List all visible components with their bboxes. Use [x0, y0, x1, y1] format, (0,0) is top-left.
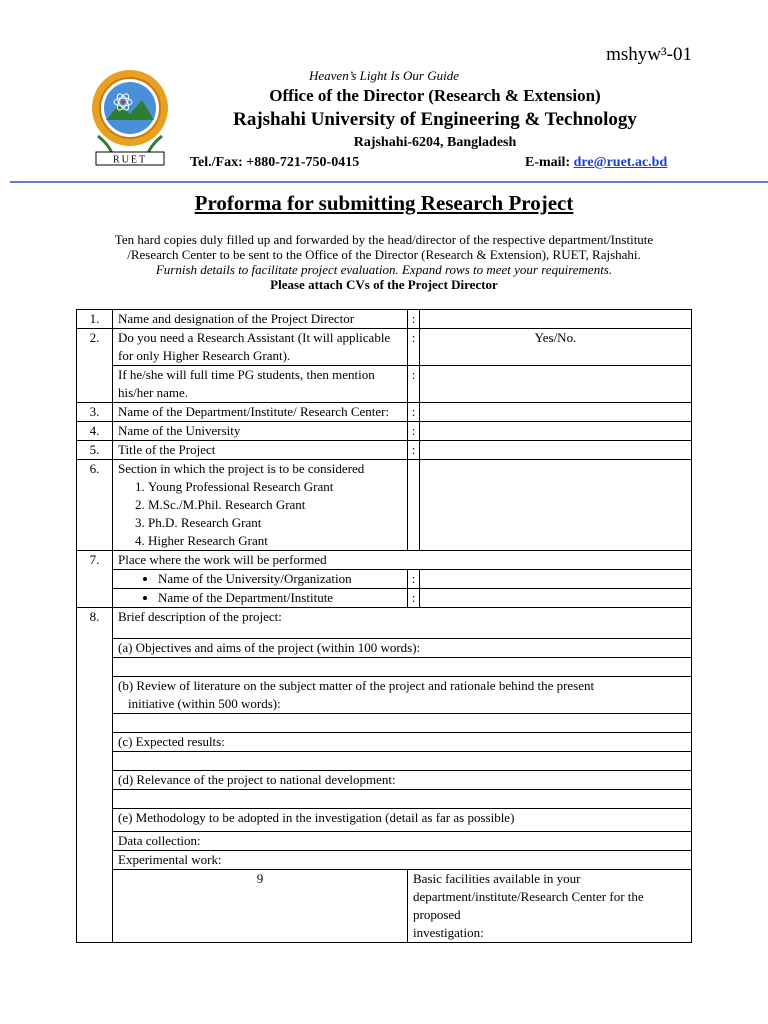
experimental-work-input[interactable]: Experimental work:: [113, 851, 692, 870]
email-line: [525, 155, 667, 171]
table-row: [77, 790, 692, 809]
table-row: [77, 832, 692, 851]
literature-review-input[interactable]: [113, 714, 692, 733]
motto: Heaven’s Light Is Our Guide: [309, 68, 459, 83]
row-number: 5.: [77, 441, 113, 460]
email-label: E-mail:: [525, 155, 574, 170]
relevance-input[interactable]: [113, 790, 692, 809]
field-label: Brief description of the project:: [113, 608, 692, 639]
field-label: Title of the Project: [113, 441, 408, 460]
intro-line-1: Ten hard copies duly filled up and forwarded by the head/director of the respective department/Institute: [114, 232, 654, 247]
research-assistant-input[interactable]: Yes/No.: [420, 329, 692, 366]
field-label: Do you need a Research Assistant (It will applicable for only Higher Research Grant).: [113, 329, 408, 366]
field-label: Name of the University: [113, 422, 408, 441]
field-label: (a) Objectives and aims of the project (within 100 words):: [113, 639, 692, 658]
field-colon: :: [408, 422, 420, 441]
grant-option: 4. Higher Research Grant: [148, 532, 402, 550]
section-label: Section in which the project is to be considered: [118, 461, 365, 476]
work-department-input[interactable]: [420, 589, 692, 608]
table-row: [77, 809, 692, 832]
intro-line-2: /Research Center to be sent to the Office of the Director (Research & Extension), RUET, Rajshahi.: [127, 247, 641, 262]
table-row: [77, 870, 692, 943]
table-row: [77, 570, 692, 589]
university-name: Rajshahi University of Engineering & Technology: [233, 109, 637, 130]
field-colon: :: [408, 570, 420, 589]
field-label: (b) Review of literature on the subject matter of the project and rationale behind the present initiative (within 500 words):: [113, 677, 692, 714]
field-colon: :: [408, 589, 420, 608]
row-number: 7.: [77, 551, 113, 608]
logo-text: RUET: [112, 154, 148, 166]
university-input[interactable]: [420, 422, 692, 441]
field-label: Name of the Department/Institute/ Research Center:: [113, 403, 408, 422]
field-colon: :: [408, 310, 420, 329]
form-code: mshyw³-01: [606, 44, 692, 65]
expected-results-input[interactable]: [113, 752, 692, 771]
field-label: Basic facilities available in your department/institute/Research Center for the proposed investigation:: [408, 870, 692, 943]
row-number: 9: [113, 870, 408, 943]
field-label: (e) Methodology to be adopted in the investigation (detail as far as possible): [113, 809, 692, 832]
row-number: 1.: [77, 310, 113, 329]
table-row: [77, 771, 692, 790]
table-row: [77, 460, 692, 551]
document-title: Proforma for submitting Research Project: [194, 191, 574, 215]
proforma-table: [76, 309, 692, 943]
grant-option: 3. Ph.D. Research Grant: [148, 514, 402, 532]
field-colon: :: [408, 441, 420, 460]
table-row: [77, 422, 692, 441]
table-row: [77, 733, 692, 752]
objectives-input[interactable]: [113, 658, 692, 677]
table-row: [77, 366, 692, 403]
table-row: [77, 329, 692, 366]
intro-line-3: Furnish details to facilitate project evaluation. Expand rows to meet your requirements.: [155, 262, 613, 277]
table-row: [77, 639, 692, 658]
table-row: [77, 752, 692, 771]
grant-options-list: [118, 478, 402, 550]
field-label: Name and designation of the Project Director: [113, 310, 408, 329]
table-row: [77, 714, 692, 733]
grant-option: 2. M.Sc./M.Phil. Research Grant: [148, 496, 402, 514]
section-input[interactable]: [420, 460, 692, 551]
address: Rajshahi-6204, Bangladesh: [353, 135, 517, 150]
director-input[interactable]: [420, 310, 692, 329]
table-row: [77, 658, 692, 677]
field-label: If he/she will full time PG students, then mention his/her name.: [113, 366, 408, 403]
field-colon: :: [408, 403, 420, 422]
field-label: (d) Relevance of the project to national development:: [113, 771, 692, 790]
table-row: [77, 551, 692, 570]
row-number: 3.: [77, 403, 113, 422]
field-colon: :: [408, 366, 420, 403]
data-collection-input[interactable]: Data collection:: [113, 832, 692, 851]
table-row: [77, 310, 692, 329]
table-row: [77, 677, 692, 714]
tel-fax: Tel./Fax: +880-721-750-0415: [190, 155, 360, 170]
department-input[interactable]: [420, 403, 692, 422]
project-title-input[interactable]: [420, 441, 692, 460]
row-number: 2.: [77, 329, 113, 403]
field-label: Place where the work will be performed: [113, 551, 692, 570]
row-number: 6.: [77, 460, 113, 551]
sub-field-label: • Name of the University/Organization: [158, 570, 402, 588]
header-divider: [10, 181, 768, 183]
table-row: [77, 403, 692, 422]
sub-field-label: • Name of the Department/Institute: [158, 589, 402, 607]
intro-line-4: Please attach CVs of the Project Director: [270, 277, 498, 292]
field-colon: :: [408, 329, 420, 366]
pg-student-name-input[interactable]: [420, 366, 692, 403]
intro-text: [0, 232, 768, 292]
organization-input[interactable]: [420, 570, 692, 589]
field-label: [113, 570, 408, 589]
field-label: (c) Expected results:: [113, 733, 692, 752]
grant-option: 1. Young Professional Research Grant: [148, 478, 402, 496]
table-row: [77, 589, 692, 608]
table-row: [77, 608, 692, 639]
table-row: [77, 441, 692, 460]
field-label: [113, 589, 408, 608]
email-link[interactable]: dre@ruet.ac.bd: [573, 155, 668, 170]
row-number: 8.: [77, 608, 113, 943]
row-number: 4.: [77, 422, 113, 441]
field-label: [113, 460, 408, 551]
table-row: [77, 851, 692, 870]
office-name: Office of the Director (Research & Extension): [269, 86, 601, 105]
